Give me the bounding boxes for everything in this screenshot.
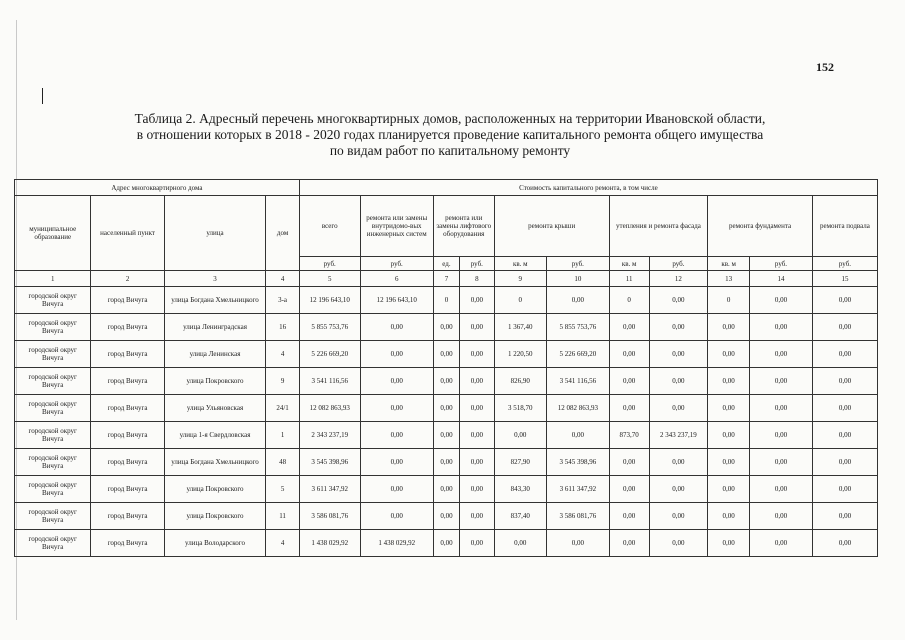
unit-cell: кв. м: [708, 257, 750, 271]
cell-municipality: городской округ Вичуга: [15, 503, 91, 530]
cell-house: 4: [266, 341, 300, 368]
cell-elevator-units: 0,00: [433, 503, 459, 530]
col-number: 14: [750, 271, 813, 287]
unit-cell: руб.: [299, 257, 360, 271]
cell-facade-sqm: 0: [609, 287, 649, 314]
col-number: 3: [164, 271, 266, 287]
cell-elevator-units: 0,00: [433, 341, 459, 368]
header-group-row: [15, 180, 878, 196]
cell-foundation-rub: 0,00: [750, 395, 813, 422]
cell-basement-rub: 0,00: [812, 422, 877, 449]
cell-foundation-rub: 0,00: [750, 287, 813, 314]
unit-cell: ед.: [433, 257, 459, 271]
cell-roof-sqm: 827,90: [494, 449, 546, 476]
cell-engineering: 12 196 643,10: [360, 287, 433, 314]
cell-facade-sqm: 0,00: [609, 341, 649, 368]
header-foundation: ремонта фундамента: [708, 196, 813, 257]
header-basement: ремонта подвала: [812, 196, 877, 257]
cell-roof-sqm: 0,00: [494, 422, 546, 449]
cell-facade-rub: 0,00: [649, 449, 708, 476]
cell-total: 5 226 669,20: [299, 341, 360, 368]
col-number: 7: [433, 271, 459, 287]
cell-roof-rub: 0,00: [546, 530, 609, 557]
cell-street: улица Покровского: [164, 503, 266, 530]
cell-municipality: городской округ Вичуга: [15, 314, 91, 341]
cell-total: 3 586 081,76: [299, 503, 360, 530]
cell-facade-rub: 0,00: [649, 503, 708, 530]
cell-basement-rub: 0,00: [812, 368, 877, 395]
table-row: [15, 314, 878, 341]
cell-foundation-rub: 0,00: [750, 341, 813, 368]
cell-total: 1 438 029,92: [299, 530, 360, 557]
cell-municipality: городской округ Вичуга: [15, 368, 91, 395]
cell-foundation-sqm: 0,00: [708, 530, 750, 557]
cell-facade-sqm: 0,00: [609, 530, 649, 557]
cell-foundation-sqm: 0,00: [708, 368, 750, 395]
cell-elevator-rub: 0,00: [460, 503, 495, 530]
col-number: 4: [266, 271, 300, 287]
cell-street: улица 1-я Свердловская: [164, 422, 266, 449]
cell-street: улица Покровского: [164, 476, 266, 503]
col-number: 15: [812, 271, 877, 287]
cell-engineering: 0,00: [360, 449, 433, 476]
cell-foundation-rub: 0,00: [750, 314, 813, 341]
cell-total: 5 855 753,76: [299, 314, 360, 341]
cell-total: 3 545 398,96: [299, 449, 360, 476]
cell-elevator-rub: 0,00: [460, 530, 495, 557]
cell-settlement: город Вичуга: [91, 314, 164, 341]
repair-register-table: [14, 179, 878, 557]
cell-roof-sqm: 1 220,50: [494, 341, 546, 368]
cell-elevator-units: 0,00: [433, 395, 459, 422]
title-line-3: по видам работ по капитальному ремонту: [329, 143, 571, 158]
cell-facade-sqm: 0,00: [609, 503, 649, 530]
cell-foundation-sqm: 0,00: [708, 341, 750, 368]
cell-total: 3 611 347,92: [299, 476, 360, 503]
cell-facade-rub: 0,00: [649, 314, 708, 341]
unit-cell: кв. м: [609, 257, 649, 271]
cell-facade-rub: 2 343 237,19: [649, 422, 708, 449]
cell-facade-rub: 0,00: [649, 341, 708, 368]
cell-roof-sqm: 0,00: [494, 530, 546, 557]
cell-facade-rub: 0,00: [649, 287, 708, 314]
cell-settlement: город Вичуга: [91, 287, 164, 314]
cell-street: улица Володарского: [164, 530, 266, 557]
cell-elevator-units: 0,00: [433, 422, 459, 449]
cell-facade-sqm: 0,00: [609, 395, 649, 422]
cell-street: улица Ленинская: [164, 341, 266, 368]
cell-roof-sqm: 826,90: [494, 368, 546, 395]
cell-house: 1: [266, 422, 300, 449]
table-row: [15, 341, 878, 368]
unit-cell: руб.: [649, 257, 708, 271]
cell-municipality: городской округ Вичуга: [15, 530, 91, 557]
cell-house: 3-а: [266, 287, 300, 314]
header-roof: ремонта крыши: [494, 196, 609, 257]
header-columns-row: [15, 196, 878, 257]
col-number: 9: [494, 271, 546, 287]
cell-house: 4: [266, 530, 300, 557]
cell-roof-rub: 5 226 669,20: [546, 341, 609, 368]
unit-cell: кв. м: [494, 257, 546, 271]
table-row: [15, 503, 878, 530]
cell-house: 11: [266, 503, 300, 530]
col-number: 12: [649, 271, 708, 287]
cell-street: улица Богдана Хмельницкого: [164, 287, 266, 314]
cell-foundation-sqm: 0,00: [708, 503, 750, 530]
header-engineering: ремонта или замены внутридомо-вых инженерных систем: [360, 196, 433, 257]
table-row: [15, 395, 878, 422]
cell-roof-sqm: 837,40: [494, 503, 546, 530]
col-number: 2: [91, 271, 164, 287]
cell-foundation-sqm: 0: [708, 287, 750, 314]
cell-settlement: город Вичуга: [91, 476, 164, 503]
cell-facade-sqm: 0,00: [609, 449, 649, 476]
cell-total: 3 541 116,56: [299, 368, 360, 395]
scan-tick-mark: [42, 88, 43, 104]
table-row: [15, 287, 878, 314]
cell-basement-rub: 0,00: [812, 341, 877, 368]
cell-facade-rub: 0,00: [649, 476, 708, 503]
cell-municipality: городской округ Вичуга: [15, 476, 91, 503]
cell-facade-rub: 0,00: [649, 368, 708, 395]
table-row: [15, 422, 878, 449]
cell-elevator-rub: 0,00: [460, 476, 495, 503]
cell-roof-rub: 3 545 398,96: [546, 449, 609, 476]
cell-municipality: городской округ Вичуга: [15, 449, 91, 476]
cell-total: 12 196 643,10: [299, 287, 360, 314]
col-number: 8: [460, 271, 495, 287]
cell-basement-rub: 0,00: [812, 395, 877, 422]
cell-elevator-rub: 0,00: [460, 422, 495, 449]
cell-elevator-rub: 0,00: [460, 449, 495, 476]
cell-facade-sqm: 0,00: [609, 476, 649, 503]
cell-engineering: 0,00: [360, 368, 433, 395]
cell-roof-sqm: 843,30: [494, 476, 546, 503]
document-title: [60, 111, 840, 159]
cell-basement-rub: 0,00: [812, 503, 877, 530]
cell-facade-sqm: 0,00: [609, 368, 649, 395]
cell-total: 2 343 237,19: [299, 422, 360, 449]
cell-municipality: городской округ Вичуга: [15, 341, 91, 368]
cell-roof-rub: 12 082 863,93: [546, 395, 609, 422]
cell-roof-sqm: 1 367,40: [494, 314, 546, 341]
col-number: 6: [360, 271, 433, 287]
cell-roof-sqm: 0: [494, 287, 546, 314]
col-number: 1: [15, 271, 91, 287]
cell-foundation-rub: 0,00: [750, 503, 813, 530]
cell-foundation-sqm: 0,00: [708, 314, 750, 341]
title-line-2: в отношении которых в 2018 - 2020 годах планируется проведение капитального ремонта общего имущества: [136, 127, 764, 142]
cell-engineering: 0,00: [360, 422, 433, 449]
cell-roof-rub: 0,00: [546, 287, 609, 314]
cell-foundation-rub: 0,00: [750, 530, 813, 557]
header-settlement: населенный пункт: [91, 196, 164, 271]
cell-roof-rub: 5 855 753,76: [546, 314, 609, 341]
header-street: улица: [164, 196, 266, 271]
header-municipality: муниципальное образование: [15, 196, 91, 271]
cell-engineering: 0,00: [360, 341, 433, 368]
table-row: [15, 368, 878, 395]
header-house: дом: [266, 196, 300, 271]
cell-foundation-sqm: 0,00: [708, 449, 750, 476]
table-row: [15, 476, 878, 503]
cell-elevator-rub: 0,00: [460, 395, 495, 422]
cell-street: улица Богдана Хмельницкого: [164, 449, 266, 476]
header-facade: утепления и ремонта фасада: [609, 196, 707, 257]
cell-foundation-rub: 0,00: [750, 449, 813, 476]
cell-house: 9: [266, 368, 300, 395]
cell-total: 12 082 863,93: [299, 395, 360, 422]
col-number: 13: [708, 271, 750, 287]
cell-roof-rub: 3 541 116,56: [546, 368, 609, 395]
cell-street: улица Покровского: [164, 368, 266, 395]
cell-settlement: город Вичуга: [91, 530, 164, 557]
cell-elevator-units: 0,00: [433, 476, 459, 503]
cell-elevator-units: 0: [433, 287, 459, 314]
col-number: 5: [299, 271, 360, 287]
unit-cell: руб.: [750, 257, 813, 271]
cell-house: 24/1: [266, 395, 300, 422]
cell-elevator-units: 0,00: [433, 530, 459, 557]
header-elevator: ремонта или замены лифтового оборудования: [433, 196, 494, 257]
cell-roof-rub: 3 586 081,76: [546, 503, 609, 530]
cell-foundation-sqm: 0,00: [708, 422, 750, 449]
cell-basement-rub: 0,00: [812, 449, 877, 476]
cell-settlement: город Вичуга: [91, 503, 164, 530]
cell-foundation-sqm: 0,00: [708, 476, 750, 503]
cell-foundation-rub: 0,00: [750, 422, 813, 449]
cell-elevator-rub: 0,00: [460, 368, 495, 395]
cell-settlement: город Вичуга: [91, 341, 164, 368]
cell-elevator-rub: 0,00: [460, 314, 495, 341]
cell-basement-rub: 0,00: [812, 530, 877, 557]
unit-cell: руб.: [812, 257, 877, 271]
cell-elevator-units: 0,00: [433, 449, 459, 476]
cell-engineering: 1 438 029,92: [360, 530, 433, 557]
cell-facade-rub: 0,00: [649, 530, 708, 557]
unit-cell: руб.: [546, 257, 609, 271]
cell-street: улица Ульяновская: [164, 395, 266, 422]
page-number: 152: [816, 60, 834, 74]
cell-elevator-units: 0,00: [433, 368, 459, 395]
cell-elevator-rub: 0,00: [460, 287, 495, 314]
unit-cell: руб.: [460, 257, 495, 271]
cell-roof-sqm: 3 518,70: [494, 395, 546, 422]
cell-house: 5: [266, 476, 300, 503]
cell-foundation-rub: 0,00: [750, 476, 813, 503]
cell-settlement: город Вичуга: [91, 395, 164, 422]
col-number: 11: [609, 271, 649, 287]
cell-roof-rub: 0,00: [546, 422, 609, 449]
cell-engineering: 0,00: [360, 476, 433, 503]
cell-settlement: город Вичуга: [91, 422, 164, 449]
cell-facade-sqm: 0,00: [609, 314, 649, 341]
cell-facade-sqm: 873,70: [609, 422, 649, 449]
cell-foundation-sqm: 0,00: [708, 395, 750, 422]
cell-engineering: 0,00: [360, 503, 433, 530]
header-cost-group: Стоимость капитального ремонта, в том числе: [299, 180, 877, 196]
cell-settlement: город Вичуга: [91, 449, 164, 476]
column-number-row: [15, 271, 878, 287]
cell-municipality: городской округ Вичуга: [15, 395, 91, 422]
cell-basement-rub: 0,00: [812, 314, 877, 341]
cell-settlement: город Вичуга: [91, 368, 164, 395]
cell-roof-rub: 3 611 347,92: [546, 476, 609, 503]
table-row: [15, 449, 878, 476]
cell-foundation-rub: 0,00: [750, 368, 813, 395]
cell-engineering: 0,00: [360, 314, 433, 341]
cell-elevator-rub: 0,00: [460, 341, 495, 368]
cell-street: улица Ленинградская: [164, 314, 266, 341]
cell-municipality: городской округ Вичуга: [15, 422, 91, 449]
cell-facade-rub: 0,00: [649, 395, 708, 422]
unit-cell: руб.: [360, 257, 433, 271]
cell-basement-rub: 0,00: [812, 287, 877, 314]
col-number: 10: [546, 271, 609, 287]
header-address-group: Адрес многоквартирного дома: [15, 180, 300, 196]
header-total: всего: [299, 196, 360, 257]
table-row: [15, 530, 878, 557]
cell-house: 48: [266, 449, 300, 476]
cell-municipality: городской округ Вичуга: [15, 287, 91, 314]
cell-basement-rub: 0,00: [812, 476, 877, 503]
title-line-1: Таблица 2. Адресный перечень многоквартирных домов, расположенных на территории Ивановской области,: [134, 111, 766, 126]
cell-elevator-units: 0,00: [433, 314, 459, 341]
cell-house: 16: [266, 314, 300, 341]
cell-engineering: 0,00: [360, 395, 433, 422]
